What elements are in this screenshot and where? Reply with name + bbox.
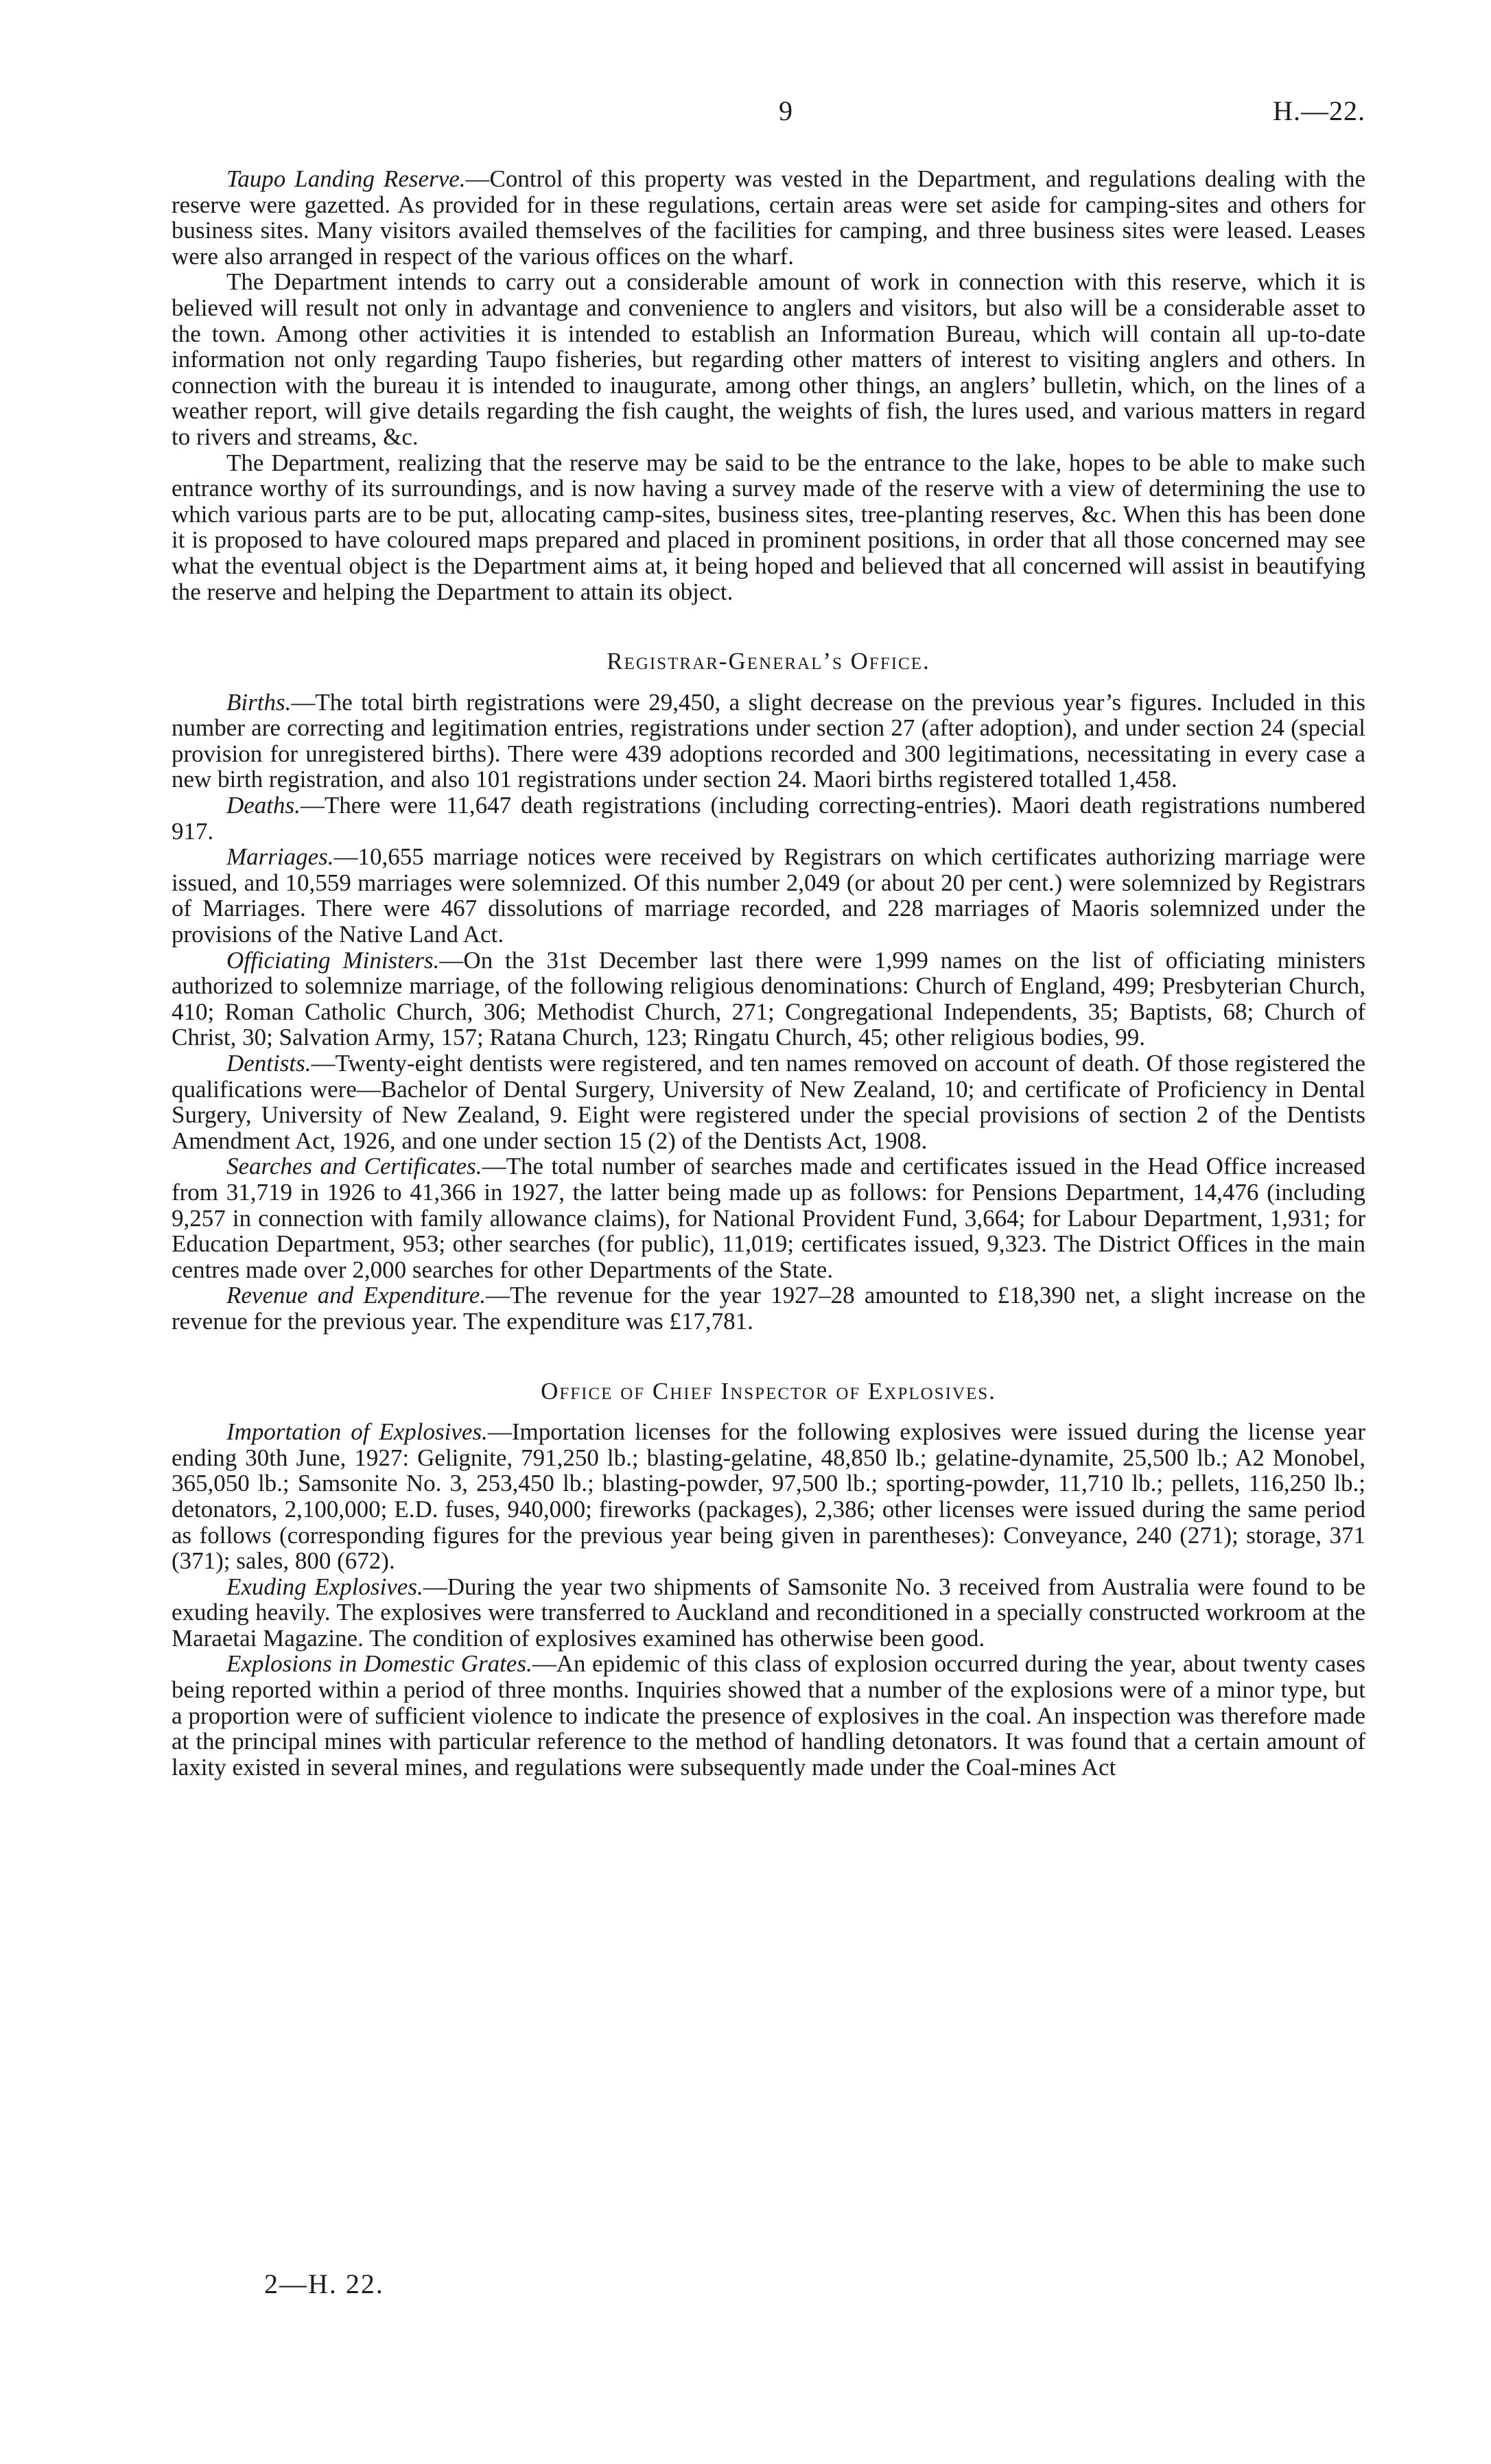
- paragraph-text: —There were 11,647 death registrations (including correcting-entries). Maori death registrations numbered 917.: [172, 792, 1365, 845]
- paragraph-text: —The total birth registrations were 29,450, a slight decrease on the previous year’s figures. Included in this number are correcting and legitimation entries, registrations under section 27 (after adoption), and under section 24 (special provision for unregistered births). There were 439 adoptions recorded and 300 legitimations, necessitating in every case a new birth registration, and also 101 registrations under section 24. Maori births registered totalled 1,458.: [172, 688, 1365, 793]
- paragraph-lead: Births.: [226, 688, 292, 716]
- paragraph-text: —Twenty-eight dentists were registered, and ten names removed on account of death. Of those registered the qualifications were—Bachelor of Dental Surgery, University of New Zealand, 10; and certificate of Proficiency in Dental Surgery, University of New Zealand, 9. Eight were registered under the special provisions of section 2 of the Dentists Amendment Act, 1926, and one under section 15 (2) of the Dentists Act, 1908.: [172, 1050, 1365, 1154]
- paragraph-searches-certificates: [172, 1153, 1365, 1282]
- paragraph-text: The Department intends to carry out a considerable amount of work in connection with this reserve, which it is believed will result not only in advantage and convenience to anglers and visitors, but also will be a considerable asset to the town. Among other activities it is intended to establish an Information Bureau, which will contain all up-to-date information not only regarding Taupo fisheries, but regarding other matters of interest to visiting anglers and others. In connection with the bureau it is intended to inaugurate, among other things, an anglers’ bulletin, which, on the lines of a weather report, will give details regarding the fish caught, the weights of fish, the lures used, and various matters in regard to rivers and streams, &c.: [172, 268, 1365, 450]
- paragraph-lead: Revenue and Expenditure.: [226, 1282, 486, 1309]
- paragraph-domestic-grates: [172, 1651, 1365, 1780]
- document-code: H.—22.: [1273, 95, 1365, 126]
- paragraph-importation-explosives: [172, 1419, 1365, 1574]
- paragraph-lead: Dentists.: [226, 1050, 312, 1077]
- paragraph-reserve-survey: [172, 450, 1365, 605]
- paragraph-lead: Importation of Explosives.: [226, 1418, 488, 1446]
- page-header: [172, 95, 1365, 136]
- paragraph-lead: Marriages.: [226, 843, 334, 871]
- paragraph-text: —Control of this property was vested in the Department, and regulations dealing with the reserve were gazetted. As provided for in these regulations, certain areas were set aside for camping-sites and others for business sites. Many visitors availed themselves of the facilities for camping, and three business sites were leased. Leases were also arranged in respect of the various offices on the wharf.: [172, 165, 1365, 270]
- paragraph-lead: Explosions in Domestic Grates.: [226, 1650, 532, 1678]
- paragraph-taupo-reserve: [172, 166, 1365, 269]
- paragraph-text: —Importation licenses for the following explosives were issued during the license year ending 30th June, 1927: Gelignite, 791,250 lb.; blasting-gelatine, 48,850 lb.; gelatine-dynamite, 25,500 lb.; A2 Monobel, 365,050 lb.; Samsonite No. 3, 253,450 lb.; blasting-powder, 97,500 lb.; sporting-powder, 11,710 lb.; pellets, 116,250 lb.; detonators, 2,100,000; E.D. fuses, 940,000; fireworks (packages), 2,386; other licenses were issued during the same period as follows (corresponding figures for the previous year being given in parentheses): Conveyance, 240 (271); storage, 371 (371); sales, 800 (672).: [172, 1418, 1365, 1575]
- paragraph-exuding-explosives: [172, 1574, 1365, 1652]
- paragraph-lead: Deaths.: [226, 792, 301, 819]
- section-heading-explosives: Office of Chief Inspector of Explosives.: [541, 1377, 996, 1405]
- paragraph-information-bureau: [172, 269, 1365, 449]
- paragraph-text: —On the 31st December last there were 1,999 names on the list of officiating ministers authorized to solemnize marriage, of the following religious denominations: Church of England, 499; Presbyterian Church, 410; Roman Catholic Church, 306; Methodist Church, 271; Congregational Independents, 35; Baptists, 68; Church of Christ, 30; Salvation Army, 157; Ratana Church, 123; Ringatu Church, 45; other religious bodies, 99.: [172, 946, 1365, 1051]
- paragraph-revenue-expenditure: [172, 1282, 1365, 1334]
- page-number: 9: [779, 95, 793, 126]
- paragraph-text: The Department, realizing that the reserve may be said to be the entrance to the lake, hopes to be able to make such entrance worthy of its surroundings, and is now having a survey made of the reserve with a view of determining the use to which various parts are to be put, allocating camp-sites, business sites, tree-planting reserves, &c. When this has been done it is proposed to have coloured maps prepared and placed in prominent positions, in order that all those concerned may see what the eventual object is the Department aims at, it being hoped and believed that all concerned will assist in beautifying the reserve and helping the Department to attain its object.: [172, 449, 1365, 605]
- paragraph-text: —10,655 marriage notices were received by Registrars on which certificates authorizing marriage were issued, and 10,559 marriages were solemnized. Of this number 2,049 (or about 20 per cent.) were solemnized by Registrars of Marriages. There were 467 dissolutions of marriage recorded, and 228 marriages of Maoris solemnized under the provisions of the Native Land Act.: [172, 843, 1365, 948]
- section-heading-registrar: Registrar-General’s Office.: [607, 648, 930, 675]
- paragraph-lead: Taupo Landing Reserve.: [226, 165, 466, 192]
- paragraph-text: —During the year two shipments of Samsonite No. 3 received from Australia were found to be exuding heavily. The explosives were transferred to Auckland and reconditioned in a specially constructed workroom at the Maraetai Magazine. The condition of explosives examined has otherwise been good.: [172, 1573, 1365, 1652]
- paragraph-marriages: [172, 844, 1365, 947]
- paragraph-text: —The total number of searches made and certificates issued in the Head Office increased from 31,719 in 1926 to 41,366 in 1927, the latter being made up as follows: for Pensions Department, 14,476 (including 9,257 in connection with family allowance claims), for National Provident Fund, 3,664; for Labour Department, 1,931; for Education Department, 953; other searches (for public), 11,019; certificates issued, 9,323. The District Offices in the main centres made over 2,000 searches for other Departments of the State.: [172, 1153, 1365, 1283]
- paragraph-dentists: [172, 1051, 1365, 1153]
- paragraph-lead: Officiating Ministers.: [226, 946, 440, 974]
- paragraph-lead: Searches and Certificates.: [226, 1153, 482, 1180]
- paragraph-lead: Exuding Explosives.: [226, 1573, 423, 1600]
- footer-code: 2—H. 22.: [264, 2268, 384, 2299]
- paragraph-text: —An epidemic of this class of explosion occurred during the year, about twenty cases being reported within a period of three months. Inquiries showed that a number of the explosions were of a minor type, but a proportion were of sufficient violence to indicate the presence of explosives in the coal. An inspection was therefore made at the principal mines with particular reference to the method of handling detonators. It was found that a certain amount of laxity existed in several mines, and regulations were subsequently made under the Coal-mines Act: [172, 1650, 1366, 1781]
- paragraph-deaths: [172, 793, 1365, 844]
- paragraph-officiating-ministers: [172, 948, 1365, 1051]
- body-text: [172, 166, 1365, 1780]
- paragraph-text: —The revenue for the year 1927–28 amounted to £18,390 net, a slight increase on the revenue for the previous year. The expenditure was £17,781.: [172, 1282, 1365, 1335]
- paragraph-births: [172, 690, 1365, 793]
